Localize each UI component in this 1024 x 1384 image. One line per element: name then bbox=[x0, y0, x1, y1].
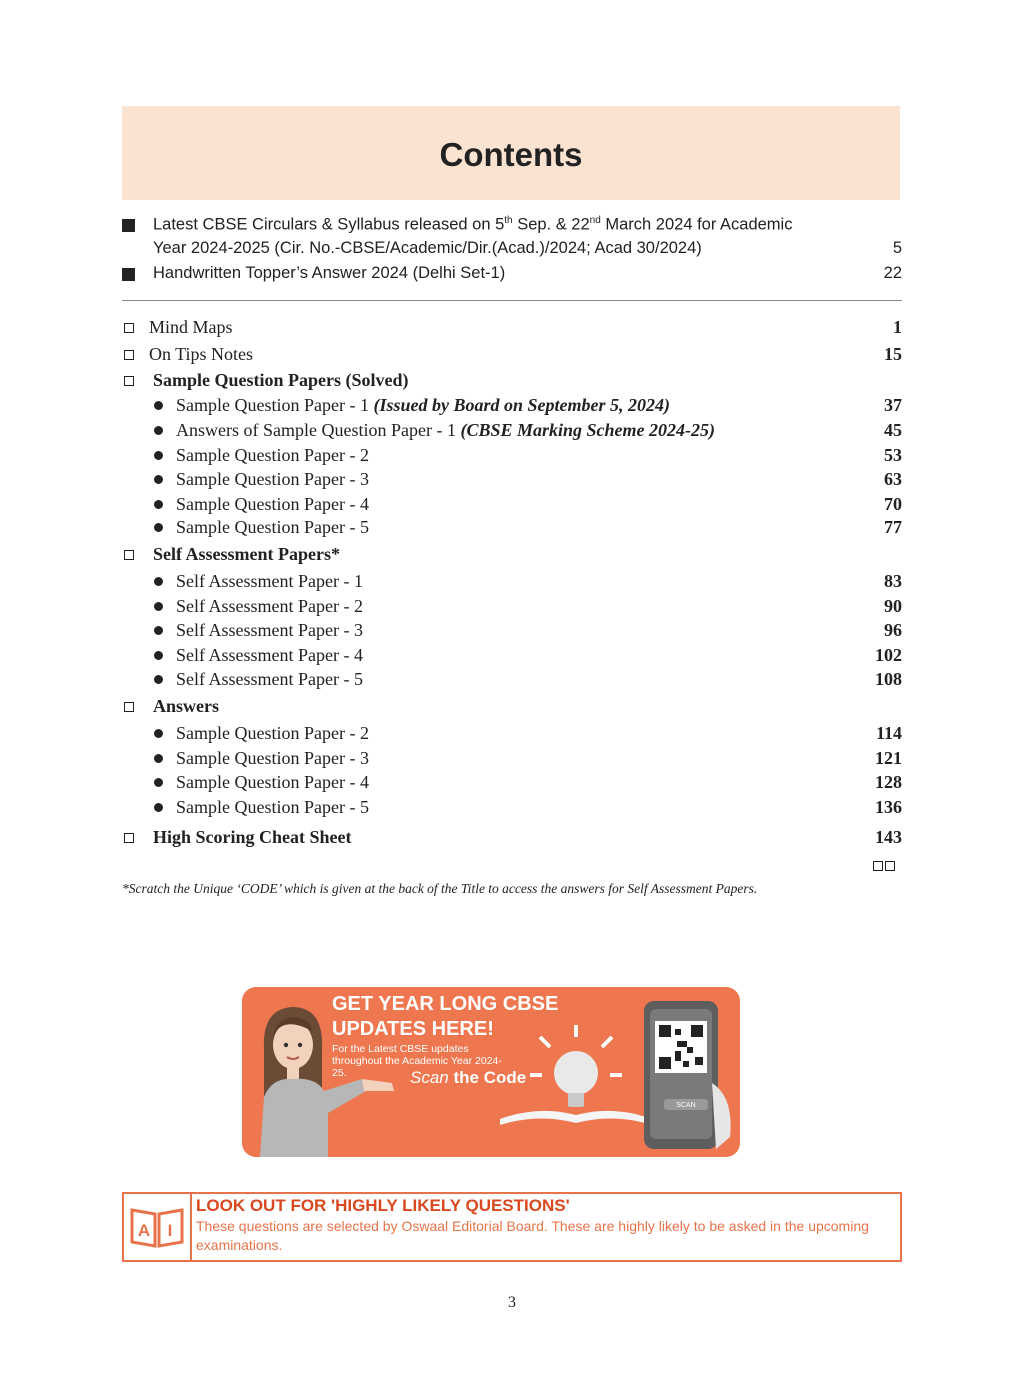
toc-entry-circulars[interactable] bbox=[122, 215, 902, 259]
toc-section-label: Self Assessment Papers* bbox=[153, 544, 340, 564]
open-book-icon bbox=[500, 1111, 652, 1125]
contents-title-band bbox=[122, 106, 900, 200]
toc-entry-label: Self Assessment Paper - 3 bbox=[176, 620, 363, 640]
toc-entry-label: On Tips Notes bbox=[149, 344, 254, 364]
toc-page-number: 37 bbox=[884, 395, 902, 415]
dot-bullet-icon bbox=[154, 754, 163, 763]
toc-page-number: 136 bbox=[875, 797, 902, 817]
dot-bullet-icon bbox=[154, 500, 163, 509]
toc-page-number: 53 bbox=[884, 445, 902, 465]
banner-heading: GET YEAR LONG CBSE UPDATES HERE! bbox=[332, 993, 559, 1040]
phone-qr-icon bbox=[644, 1001, 731, 1149]
cbse-updates-banner[interactable] bbox=[242, 987, 740, 1157]
page-title: Contents bbox=[439, 136, 583, 173]
toc-entry-label: Sample Question Paper - 4 bbox=[176, 494, 369, 514]
dot-bullet-icon bbox=[154, 626, 163, 635]
toc-entry-label: Self Assessment Paper - 1 bbox=[176, 571, 363, 591]
highly-likely-questions-box bbox=[122, 1192, 902, 1262]
dot-bullet-icon bbox=[154, 675, 163, 684]
dot-bullet-icon bbox=[154, 401, 163, 410]
toc-entry-label: Self Assessment Paper - 2 bbox=[176, 596, 363, 616]
toc-page-number: 70 bbox=[884, 494, 902, 514]
end-marks-icon bbox=[873, 858, 897, 876]
toc-entry-label: Sample Question Paper - 2 bbox=[176, 445, 369, 465]
toc-entry-label: Answers of Sample Question Paper - 1 (CBSE Marking Scheme 2024-25) bbox=[176, 420, 715, 440]
toc-entry-label: Mind Maps bbox=[149, 317, 233, 337]
toc-entry-label: Sample Question Paper - 1 (Issued by Board on September 5, 2024) bbox=[176, 395, 670, 415]
toc-page-number: 63 bbox=[884, 469, 902, 489]
ai-book-icon bbox=[124, 1194, 192, 1260]
toc-entry-label: Sample Question Paper - 3 bbox=[176, 469, 369, 489]
dot-bullet-icon bbox=[154, 729, 163, 738]
square-bullet-icon bbox=[122, 219, 135, 232]
toc-entry-label-line2: Year 2024-2025 (Cir. No.-CBSE/Academic/Dir.(Acad.)/2024; Acad 30/2024) bbox=[153, 239, 702, 257]
toc-page-number: 1 bbox=[893, 317, 902, 337]
dot-bullet-icon bbox=[154, 803, 163, 812]
ai-icon-letter-i: I bbox=[167, 1221, 173, 1240]
footnote: *Scratch the Unique ‘CODE’ which is given at the back of the Title to access the answers for Self Assessment Papers. bbox=[122, 881, 758, 896]
toc-entry-label: Sample Question Paper - 5 bbox=[176, 517, 369, 537]
toc-section-label: Sample Question Papers (Solved) bbox=[153, 370, 409, 390]
dot-bullet-icon bbox=[154, 426, 163, 435]
dot-bullet-icon bbox=[154, 778, 163, 787]
dot-bullet-icon bbox=[154, 602, 163, 611]
checkbox-bullet-icon bbox=[124, 350, 134, 360]
toc-entry-label: Sample Question Paper - 4 bbox=[176, 772, 369, 792]
checkbox-bullet-icon bbox=[124, 323, 134, 333]
toc-page-number: 90 bbox=[884, 596, 902, 616]
toc-page-number: 15 bbox=[884, 344, 902, 364]
banner-subtext: For the Latest CBSE updates throughout the Academic Year 2024-25. bbox=[332, 1043, 502, 1079]
ai-icon-letter-a: A bbox=[137, 1221, 151, 1240]
toc-entry-label: Handwritten Topper’s Answer 2024 (Delhi Set-1) bbox=[153, 264, 506, 282]
toc-page-number: 114 bbox=[875, 723, 902, 743]
checkbox-bullet-icon bbox=[124, 833, 134, 843]
checkbox-bullet-icon bbox=[124, 376, 134, 386]
toc-page-number: 5 bbox=[892, 239, 902, 257]
square-bullet-icon bbox=[122, 268, 135, 281]
toc-entry-label: Sample Question Paper - 5 bbox=[176, 797, 369, 817]
dot-bullet-icon bbox=[154, 651, 163, 660]
page-number: 3 bbox=[508, 1294, 516, 1311]
toc-entry-label: Sample Question Paper - 2 bbox=[176, 723, 369, 743]
toc-page-number: 128 bbox=[875, 772, 902, 792]
phone-scan-button: SCAN bbox=[676, 1102, 696, 1109]
lookout-heading: LOOK OUT FOR 'HIGHLY LIKELY QUESTIONS' bbox=[196, 1196, 570, 1215]
toc-entry-label: High Scoring Cheat Sheet bbox=[153, 827, 352, 847]
dot-bullet-icon bbox=[154, 451, 163, 460]
checkbox-bullet-icon bbox=[124, 550, 134, 560]
toc-entry-label: Self Assessment Paper - 5 bbox=[176, 669, 363, 689]
divider bbox=[122, 300, 902, 301]
toc-page-number: 83 bbox=[884, 571, 902, 591]
toc-entry-label: Sample Question Paper - 3 bbox=[176, 748, 369, 768]
scan-the-code-label: Scan the Code bbox=[410, 1068, 527, 1087]
toc-page-number: 121 bbox=[875, 748, 902, 768]
toc-page-number: 96 bbox=[884, 620, 902, 640]
toc-entry-label: Self Assessment Paper - 4 bbox=[176, 645, 363, 665]
lookout-body: These questions are selected by Oswaal Editorial Board. These are highly likely to be asked in the upcoming examinations. bbox=[196, 1218, 869, 1253]
toc-entry-label: Latest CBSE Circulars & Syllabus released on 5th Sep. & 22nd March 2024 for Academic bbox=[153, 215, 793, 234]
dot-bullet-icon bbox=[154, 523, 163, 532]
toc-page-number: 22 bbox=[883, 264, 902, 282]
toc-section-label: Answers bbox=[153, 696, 219, 716]
toc-page-number: 102 bbox=[875, 645, 902, 665]
toc-entry-toppers-answer[interactable] bbox=[122, 264, 902, 286]
checkbox-bullet-icon bbox=[124, 702, 134, 712]
toc-page-number: 45 bbox=[884, 420, 902, 440]
toc-page-number: 77 bbox=[884, 517, 902, 537]
dot-bullet-icon bbox=[154, 475, 163, 484]
toc-page-number: 143 bbox=[875, 827, 902, 847]
toc-page-number: 108 bbox=[875, 669, 902, 689]
dot-bullet-icon bbox=[154, 577, 163, 586]
